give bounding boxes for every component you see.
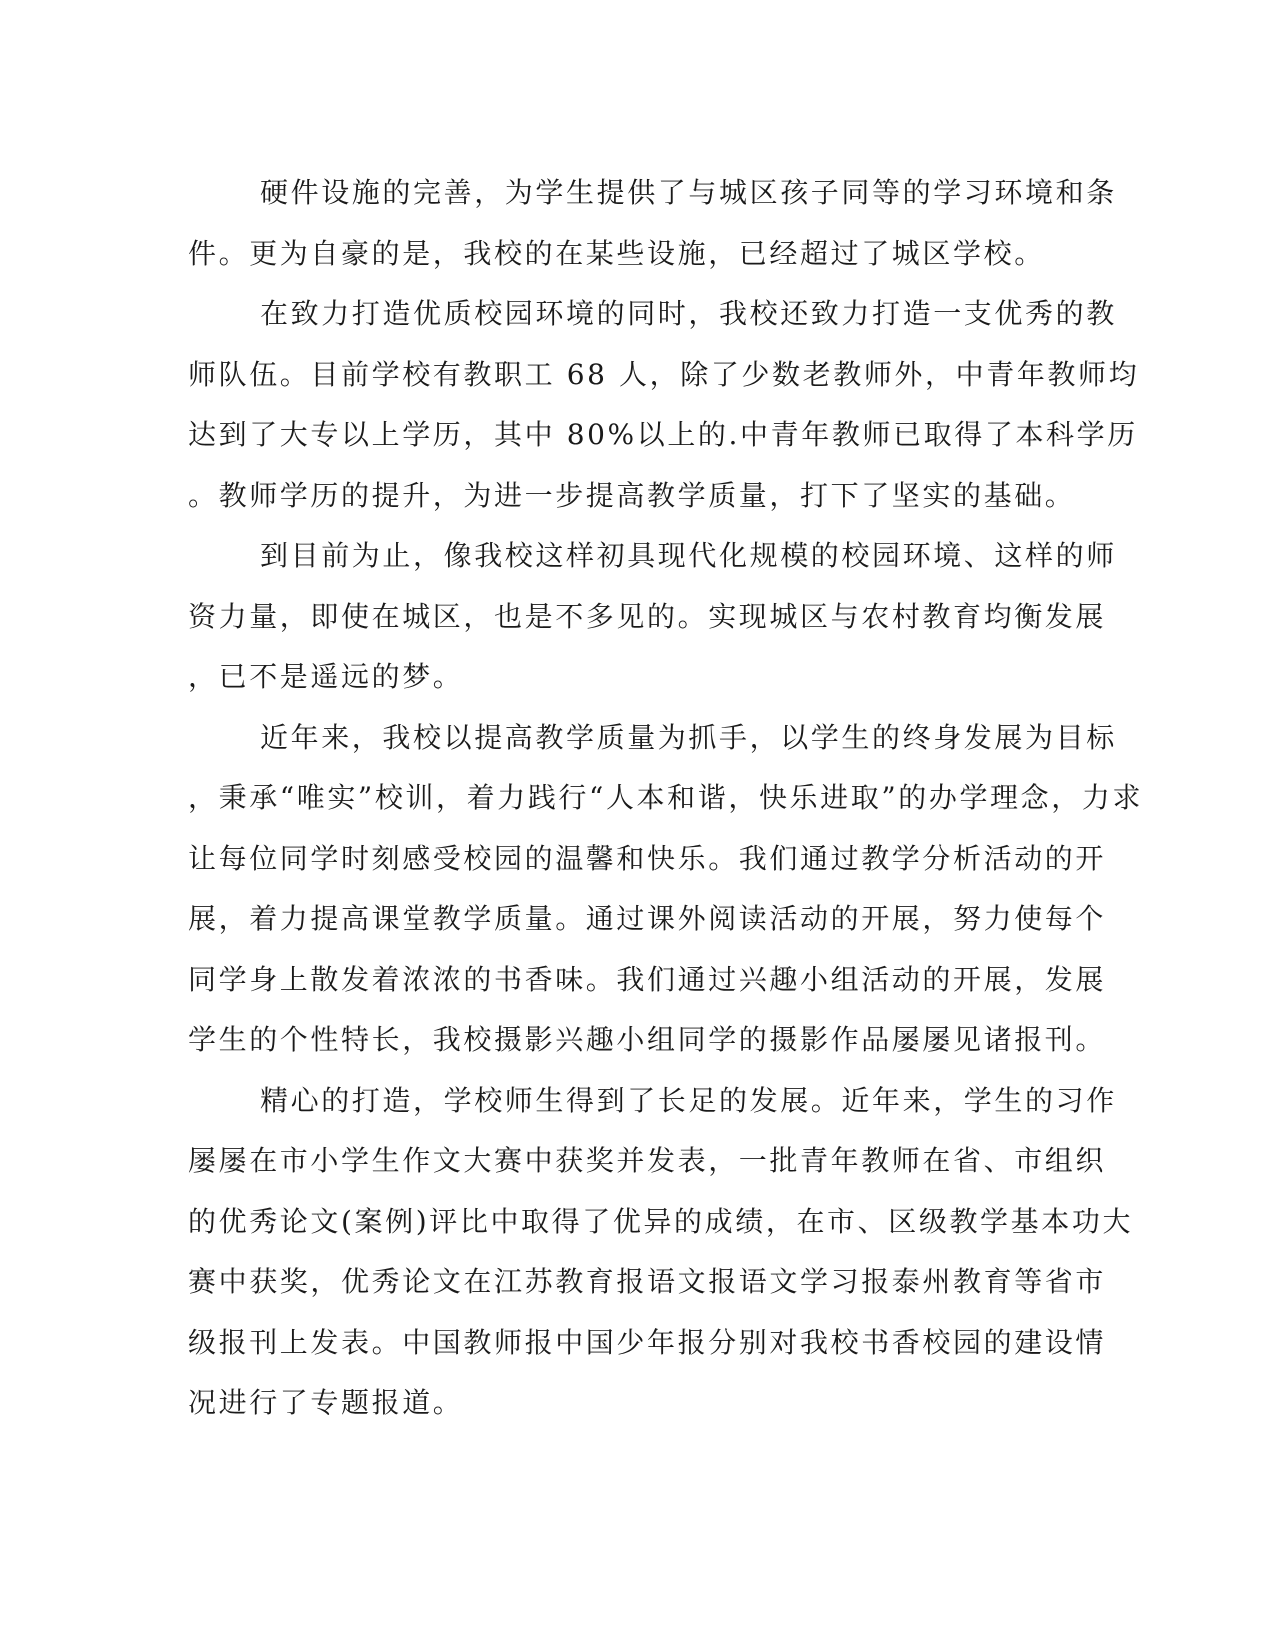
text-line: 学生的个性特长，我校摄影兴趣小组同学的摄影作品屡屡见诸报刊。 bbox=[188, 1023, 1107, 1056]
text-line: 师队伍。目前学校有教职工 68 人，除了少数老教师外，中青年教师均 bbox=[188, 357, 1140, 391]
document-body bbox=[188, 163, 1144, 1434]
text-line: 况进行了专题报道。 bbox=[188, 1386, 464, 1419]
text-line: 展，着力提高课堂教学质量。通过课外阅读活动的开展，努力使每个 bbox=[188, 902, 1107, 935]
text-line: 级报刊上发表。中国教师报中国少年报分别对我校书香校园的建设情 bbox=[188, 1325, 1107, 1359]
text-line: 资力量，即使在城区，也是不多见的。实现城区与农村教育均衡发展 bbox=[188, 599, 1107, 633]
text-line: 。教师学历的提升，为进一步提高教学质量，打下了坚实的基础。 bbox=[188, 478, 1076, 512]
text-line: 屡屡在市小学生作文大赛中获奖并发表，一批青年教师在省、市组织 bbox=[188, 1144, 1107, 1177]
text-line: 同学身上散发着浓浓的书香味。我们通过兴趣小组活动的开展，发展 bbox=[188, 962, 1107, 996]
text-line: 在致力打造优质校园环境的同时，我校还致力打造一支优秀的教 bbox=[260, 297, 1117, 330]
text-line: 近年来，我校以提高教学质量为抓手，以学生的终身发展为目标 bbox=[260, 720, 1117, 754]
text-line: 件。更为自豪的是，我校的在某些设施，已经超过了城区学校。 bbox=[188, 236, 1045, 270]
paragraph-teachers bbox=[188, 284, 1140, 526]
text-line: ，秉承“唯实”校训，着力践行“人本和谐，快乐进取”的办学理念，力求 bbox=[188, 781, 1144, 814]
text-line: 的优秀论文(案例)评比中取得了优异的成绩，在市、区级教学基本功大 bbox=[188, 1204, 1134, 1238]
paragraph-activities bbox=[188, 708, 1144, 1071]
text-line: 硬件设施的完善，为学生提供了与城区孩子同等的学习环境和条 bbox=[260, 176, 1117, 209]
paragraph-achievements bbox=[188, 1071, 1134, 1434]
text-line: ，已不是遥远的梦。 bbox=[188, 660, 464, 693]
text-line: 精心的打造，学校师生得到了长足的发展。近年来，学生的习作 bbox=[260, 1083, 1117, 1117]
text-line: 达到了大专以上学历，其中 80%以上的.中青年教师已取得了本科学历 bbox=[188, 418, 1138, 451]
text-line: 赛中获奖，优秀论文在江苏教育报语文报语文学习报泰州教育等省市 bbox=[188, 1265, 1107, 1298]
paragraph-facilities bbox=[188, 163, 1117, 284]
text-line: 到目前为止，像我校这样初具现代化规模的校园环境、这样的师 bbox=[260, 539, 1117, 572]
text-line: 让每位同学时刻感受校园的温馨和快乐。我们通过教学分析活动的开 bbox=[188, 841, 1107, 875]
paragraph-status bbox=[188, 526, 1117, 708]
